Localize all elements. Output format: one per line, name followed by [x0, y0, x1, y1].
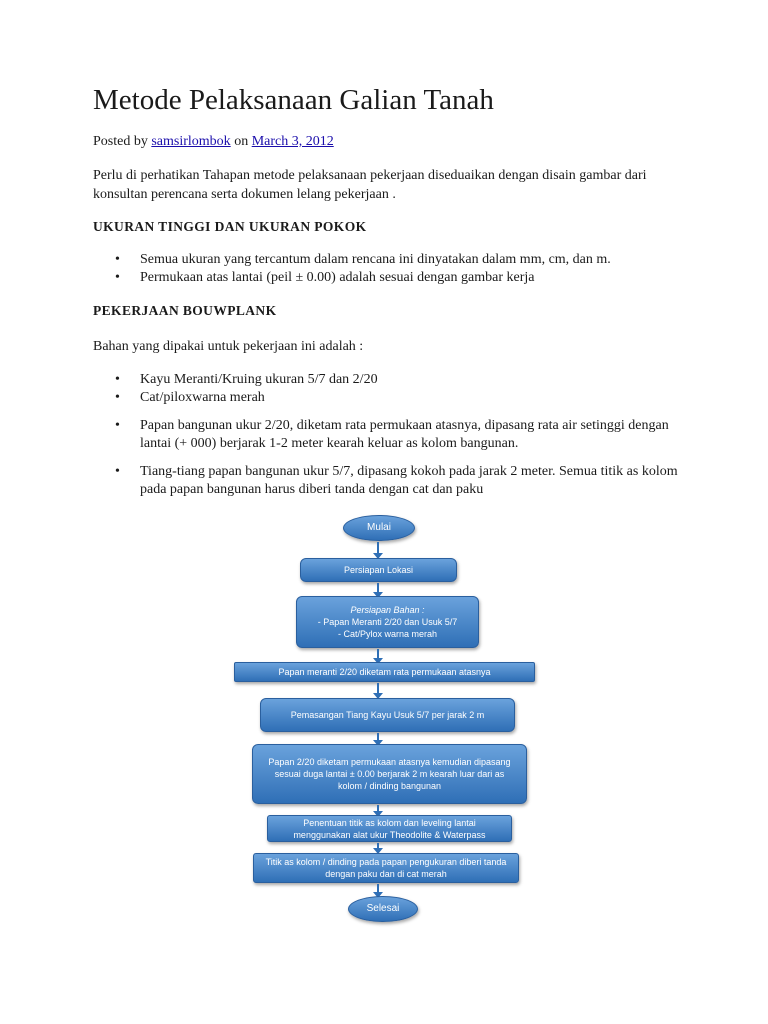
flow-arrow — [377, 843, 379, 849]
section2-intro: Bahan yang dipakai untuk pekerjaan ini adalah : — [93, 339, 364, 354]
flow-arrow — [377, 583, 379, 593]
on-label: on — [234, 134, 249, 149]
flow-step-lokasi — [300, 558, 457, 582]
flow-end-label: Selesai — [366, 903, 400, 914]
post-meta — [93, 134, 334, 150]
page-title: Metode Pelaksanaan Galian Tanah — [93, 84, 494, 116]
flow-arrow — [377, 733, 379, 741]
flow-step-line: - Papan Meranti 2/20 dan Usuk 5/7 — [317, 617, 458, 627]
flow-arrow — [377, 884, 379, 893]
section2-heading: PEKERJAAN BOUWPLANK — [93, 303, 277, 318]
section1-list — [113, 251, 611, 287]
posted-by-label: Posted by — [93, 134, 148, 149]
flow-step-line: - Cat/Pylox warna merah — [337, 629, 438, 639]
list-item: • Tiang-tiang papan bangunan ukur 5/7, dipasang kokoh pada jarak 2 meter. Semua titik as kolom pada papan bangunan harus diberi tanda dengan cat dan paku — [113, 463, 693, 499]
flow-step-label: Persiapan Lokasi — [343, 565, 414, 575]
flow-arrow — [377, 683, 379, 694]
flow-arrow — [377, 542, 379, 554]
flow-start — [343, 515, 415, 541]
section1-heading: UKURAN TINGGI DAN UKURAN POKOK — [93, 219, 367, 234]
list-item: • Papan bangunan ukur 2/20, diketam rata permukaan atasnya, dipasang rata air setinggi dengan lantai (+ 000) berjarak 1-2 meter kearah keluar as kolom bangunan. — [113, 417, 693, 453]
date-link[interactable]: March 3, 2012 — [251, 134, 334, 149]
flow-step-ketam — [234, 662, 535, 682]
list-item: • Kayu Meranti/Kruing ukuran 5/7 dan 2/20 — [113, 371, 693, 389]
flow-step-title: Persiapan Bahan : — [350, 605, 425, 615]
intro-paragraph: Perlu di perhatikan Tahapan metode pelaksanaan pekerjaan diseduaikan dengan disain gambar dari konsultan perencana serta dokumen lelang pekerjaan . — [93, 168, 647, 202]
list-item: • Cat/piloxwarna merah — [113, 389, 693, 407]
list-item: • Semua ukuran yang tercantum dalam rencana ini dinyatakan dalam mm, cm, dan m. — [113, 251, 611, 269]
flow-step-tiang — [260, 698, 515, 732]
author-link[interactable]: samsirlombok — [151, 134, 231, 149]
section2-list — [113, 371, 693, 499]
flow-step-pasang — [252, 744, 527, 804]
flow-step-label: Papan 2/20 diketam permukaan atasnya kemudian dipasang sesuai duga lantai ± 0.00 berjarak 2 m kearah luar dari as kolom / dinding bangunan — [268, 757, 511, 791]
flow-start-label: Mulai — [367, 522, 391, 533]
flow-step-label: Titik as kolom / dinding pada papan pengukuran diberi tanda dengan paku dan di cat merah — [265, 857, 507, 879]
flow-step-label: Papan meranti 2/20 diketam rata permukaan atasnya — [278, 667, 491, 677]
flow-step-label: Pemasangan Tiang Kayu Usuk 5/7 per jarak 2 m — [290, 710, 485, 720]
flow-arrow — [377, 649, 379, 659]
flow-arrow — [377, 805, 379, 812]
flow-step-label: Penentuan titik as kolom dan leveling lantai menggunakan alat ukur Theodolite & Waterpass — [293, 817, 486, 840]
flowchart — [220, 510, 550, 930]
flow-end — [348, 896, 418, 922]
flow-step-tanda — [253, 853, 519, 883]
flow-step-penentuan — [267, 815, 512, 842]
list-item: • Permukaan atas lantai (peil ± 0.00) adalah sesuai dengan gambar kerja — [113, 269, 611, 287]
flow-step-bahan — [296, 596, 479, 648]
